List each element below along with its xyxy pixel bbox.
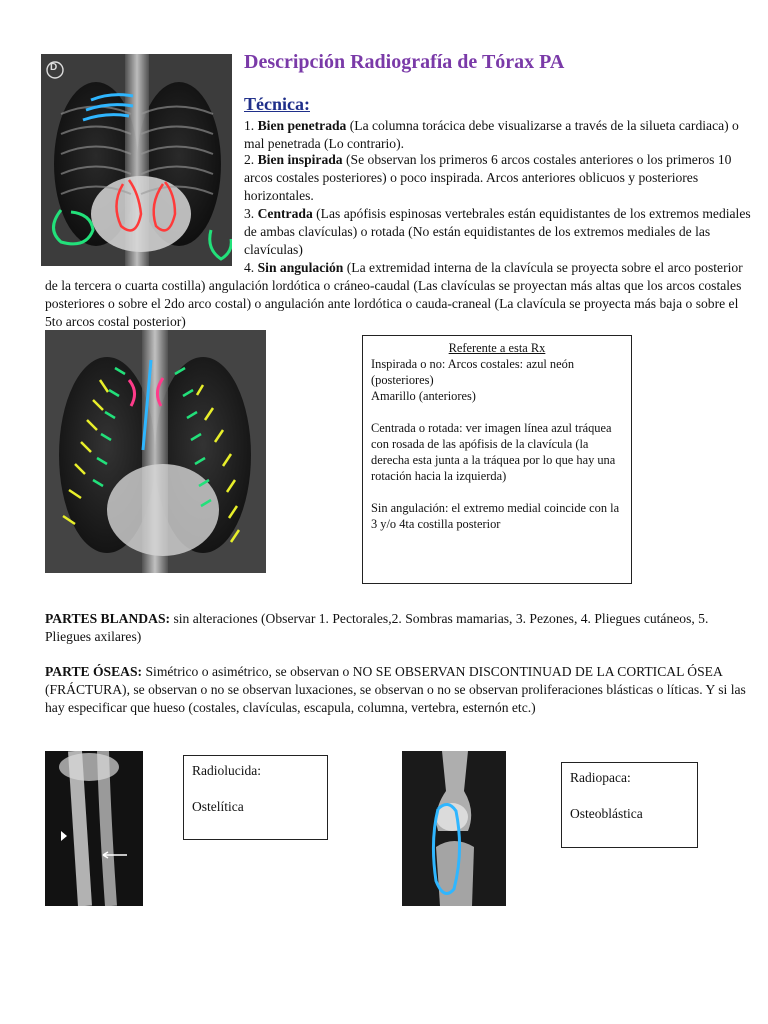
xray-side-marker: D xyxy=(50,62,58,73)
referente-line-1: Inspirada o no: Arcos costales: azul neón (posteriores) xyxy=(371,357,575,387)
radiolucida-label: Radiolucida: xyxy=(192,763,261,778)
radiolucida-value: Ostelítica xyxy=(192,799,244,814)
forearm-xray-image xyxy=(45,751,143,906)
partes-oseas-term: PARTE ÓSEAS: xyxy=(45,664,143,679)
partes-blandas-term: PARTES BLANDAS: xyxy=(45,611,171,626)
knee-xray-image xyxy=(402,751,506,906)
tecnica-item-1: 1. Bien penetrada (La columna torácica debe visualizarse a través de la silueta cardiaca) o mal penetrada (Lo contrario). xyxy=(244,118,739,151)
chest-xray-image-2 xyxy=(45,330,266,573)
tecnica-heading: Técnica: xyxy=(244,94,310,114)
radiolucida-box xyxy=(183,755,328,840)
referente-heading: Referente a esta Rx xyxy=(448,341,546,355)
page-title: Descripción Radiografía de Tórax PA xyxy=(244,51,565,73)
radiopaca-value: Osteoblástica xyxy=(570,806,643,821)
partes-oseas-paragraph: PARTE ÓSEAS: Simétrico o asimétrico, se observan o NO SE OBSERVAN DISCONTINUAD DE LA CORTICAL ÓSEA (FRÁCTURA), se observan o no se observan luxaciones, se observan o no se observan proliferaciones blásticas o líticas. Y si las hay especificar que hueso (costales, clavículas, escapula, columna, vertebra, esternón etc.) xyxy=(45,664,746,715)
partes-blandas-paragraph: PARTES BLANDAS: sin alteraciones (Observar 1. Pectorales,2. Sombras mamarias, 3. Pezones, 4. Pliegues cutáneos, 5. Pliegues axilares) xyxy=(45,611,709,644)
tecnica-term-1: Bien penetrada xyxy=(257,118,347,133)
tecnica-item-3: 3. Centrada (Las apófisis espinosas vertebrales están equidistantes de los extremos mediales de ambas clavículas) o rotada (No están equidistantes de los extremos mediales de las clavículas) xyxy=(244,206,751,257)
radiopaca-box xyxy=(561,762,698,848)
tecnica-term-2: Bien inspirada xyxy=(257,152,343,167)
chest-xray-image-1 xyxy=(41,54,232,266)
tecnica-item-4: 4. Sin angulación (La extremidad interna de la clavícula se proyecta sobre el arco posterior de la tercera o cuarta costilla) angulación lordótica o cráneo-caudal (Las clavículas se proyectan más altas que los arcos costales posteriores o sobre el 2do arco costal) o angulación ante lordótica o cauda-craneal (La clavícula se proyecta más baja o sobre el 5to arcos costal posterior) xyxy=(45,260,743,329)
tecnica-term-4: Sin angulación xyxy=(257,260,344,275)
tecnica-term-3: Centrada xyxy=(257,206,313,221)
referente-line-4: Sin angulación: el extremo medial coincide con la 3 y/o 4ta costilla posterior xyxy=(371,501,620,531)
tecnica-item-2: 2. Bien inspirada (Se observan los primeros 6 arcos costales anteriores o los primeros 10 arcos costales posteriores) o poco inspirada. Arcos anteriores oblicuos y posteriores horizontales. xyxy=(244,152,732,203)
referente-box xyxy=(362,335,632,584)
referente-line-3: Centrada o rotada: ver imagen línea azul tráquea con rosada de las apófisis de la clavícula (la derecha esta junta a la tráquea por lo que hay una rotación hacia la izquierda) xyxy=(371,421,616,483)
radiopaca-label: Radiopaca: xyxy=(570,770,631,785)
referente-line-2: Amarillo (anteriores) xyxy=(371,389,476,403)
